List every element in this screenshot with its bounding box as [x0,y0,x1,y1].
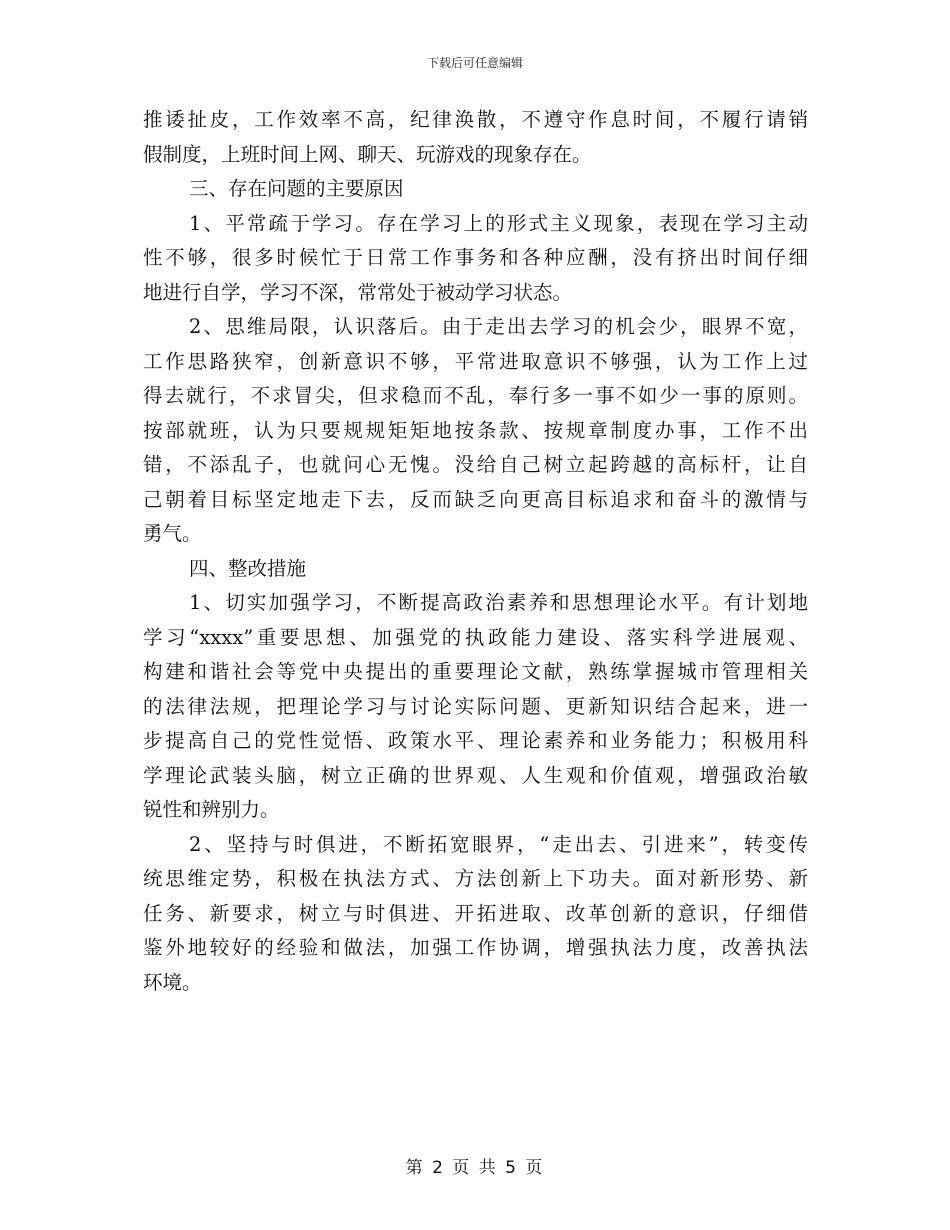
text-line: 己朝着目标坚定地走下去，反而缺乏向更高目标追求和奋斗的激情与 [143,487,808,511]
page-header: 下载后可任意编辑 [426,56,523,70]
document-body [143,103,808,1000]
text-line: 统思维定势，积极在执法方式、方法创新上下功夫。面对新形势、新 [143,867,808,890]
text-line: 鉴外地较好的经验和做法，加强工作协调，增强执法力度，改善执法 [143,936,808,959]
text-line: 地进行自学，学习不深，常常处于被动学习状态。 [143,280,573,304]
text-line: 构建和谐社会等党中央提出的重要理论文献，熟练掌握城市管理相关 [143,660,808,683]
text-line: 学理论武装头脑，树立正确的世界观、人生观和价值观，增强政治敏 [143,763,808,787]
page-footer: 第 2 页 共 5 页 [405,1158,545,1178]
text-line: 锐性和辨别力。 [143,798,280,821]
text-line: 四、整改措施 [189,556,307,580]
text-line: 学习“xxxx”重要思想、加强党的执政能力建设、落实科学进展观、 [143,625,808,649]
text-line: 步提高自己的党性觉悟、政策水平、理论素养和业务能力；积极用科 [143,729,808,752]
text-line: 2、思维局限，认识落后。由于走出去学习的机会少，眼界不宽， [189,315,808,338]
text-line: 按部就班，认为只要规规矩矩地按条款、按规章制度办事，工作不出 [143,418,808,442]
text-line: 推诿扯皮，工作效率不高，纪律涣散，不遵守作息时间，不履行请销 [143,108,808,131]
text-line: 得去就行，不求冒尖，但求稳而不乱，奉行多一事不如少一事的原则。 [143,384,808,407]
text-line: 性不够，很多时候忙于日常工作事务和各种应酬，没有挤出时间仔细 [143,246,808,269]
text-line: 1、平常疏于学习。存在学习上的形式主义现象，表现在学习主动 [189,211,808,235]
text-line: 2、坚持与时俱进，不断拓宽眼界，“走出去、引进来”，转变传 [189,832,808,856]
text-line: 工作思路狭窄，创新意识不够，平常进取意识不够强，认为工作上过 [143,349,808,373]
text-line: 错，不添乱子，也就问心无愧。没给自己树立起跨越的高标杆，让自 [143,453,808,476]
text-line: 1、切实加强学习，不断提高政治素养和思想理论水平。有计划地 [189,591,808,614]
text-line: 三、存在问题的主要原因 [189,177,404,200]
text-line: 的法律法规，把理论学习与讨论实际问题、更新知识结合起来，进一 [143,694,808,718]
text-line: 勇气。 [143,522,202,545]
text-line: 假制度，上班时间上网、聊天、玩游戏的现象存在。 [143,142,592,166]
text-line: 环境。 [143,970,202,994]
text-line: 任务、新要求，树立与时俱进、开拓进取、改革创新的意识，仔细借 [143,901,808,925]
